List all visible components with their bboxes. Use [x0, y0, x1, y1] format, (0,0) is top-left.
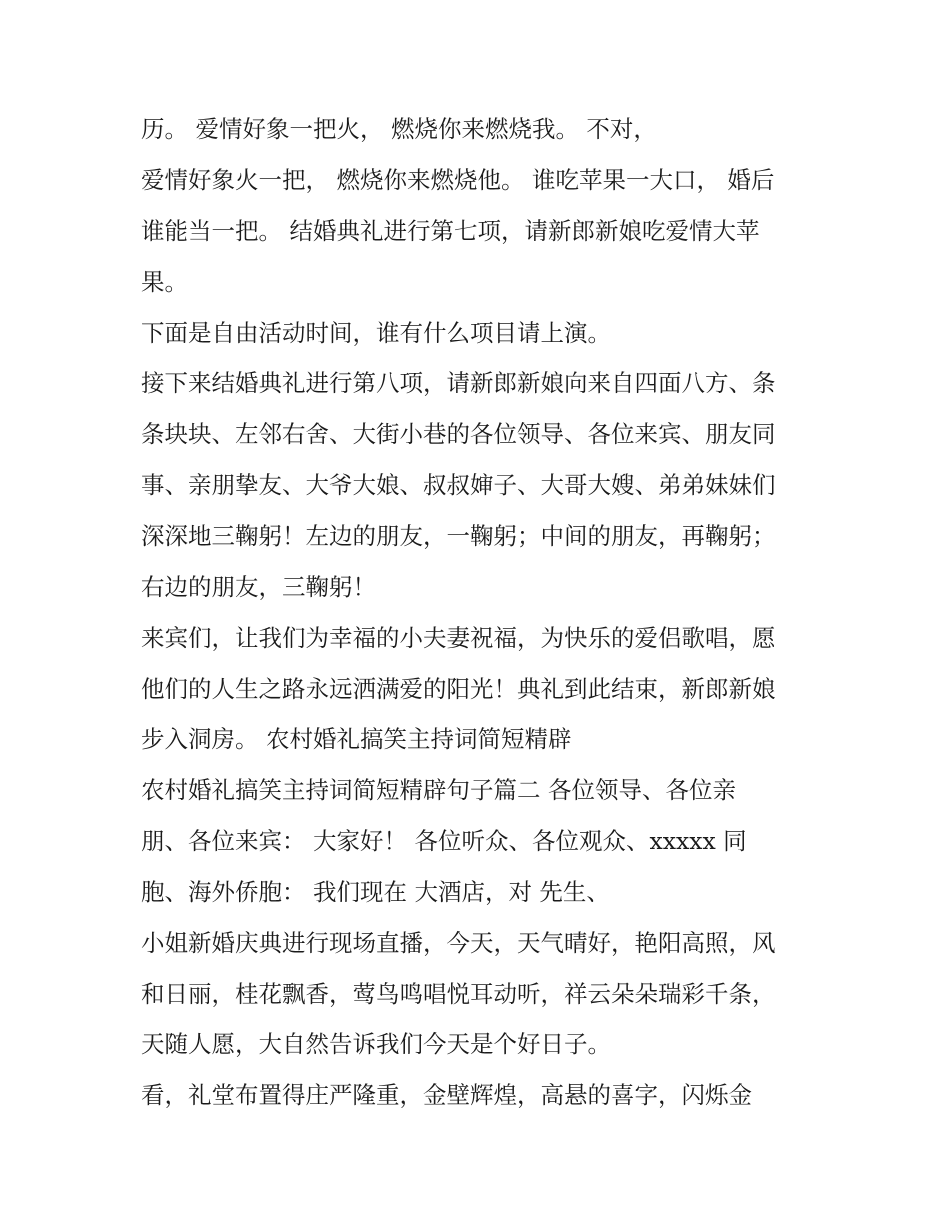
text-line: 天随人愿，大自然告诉我们今天是个好日子。	[141, 1030, 611, 1058]
text-line: 胞、海外侨胞： 我们现在 大酒店，对 先生、	[141, 878, 610, 906]
text-line: 小姐新婚庆典进行现场直播，今天，天气晴好，艳阳高照，风	[141, 929, 776, 957]
text-line: 农村婚礼搞笑主持词简短精辟句子篇二 各位领导、各位亲	[141, 776, 736, 804]
text-line: 爱情好象火一把， 燃烧你来燃烧他。 谁吃苹果一大口， 婚后	[141, 166, 775, 194]
text-line: 深深地三鞠躬！左边的朋友，一鞠躬；中间的朋友，再鞠躬；	[141, 522, 776, 550]
text-line: 接下来结婚典礼进行第八项，请新郎新娘向来自四面八方、条	[141, 369, 776, 397]
text-line: 谁能当一把。 结婚典礼进行第七项，请新郎新娘吃爱情大苹	[141, 217, 760, 245]
text-line: 他们的人生之路永远洒满爱的阳光！典礼到此结束，新郎新娘	[141, 675, 776, 703]
text-line: 朋、各位来宾： 大家好！ 各位听众、各位观众、xxxxx 同	[141, 827, 747, 855]
text-line: 右边的朋友，三鞠躬！	[141, 573, 376, 601]
text-line: 步入洞房。 农村婚礼搞笑主持词简短精辟	[141, 725, 572, 753]
text-line: 条块块、左邻右舍、大街小巷的各位领导、各位来宾、朋友同	[141, 420, 776, 448]
text-line: 来宾们，让我们为幸福的小夫妻祝福，为快乐的爱侣歌唱，愿	[141, 624, 776, 652]
text-line: 下面是自由活动时间，谁有什么项目请上演。	[141, 319, 611, 347]
text-line: 历。 爱情好象一把火， 燃烧你来燃烧我。 不对，	[141, 115, 657, 143]
text-line: 看，礼堂布置得庄严隆重，金壁辉煌，高悬的喜字，闪烁金	[141, 1081, 752, 1109]
text-line: 和日丽，桂花飘香，莺鸟鸣唱悦耳动听，祥云朵朵瑞彩千条，	[141, 980, 776, 1008]
text-line: 果。	[141, 268, 188, 296]
text-line: 事、亲朋挚友、大爷大娘、叔叔婶子、大哥大嫂、弟弟妹妹们	[141, 471, 776, 499]
